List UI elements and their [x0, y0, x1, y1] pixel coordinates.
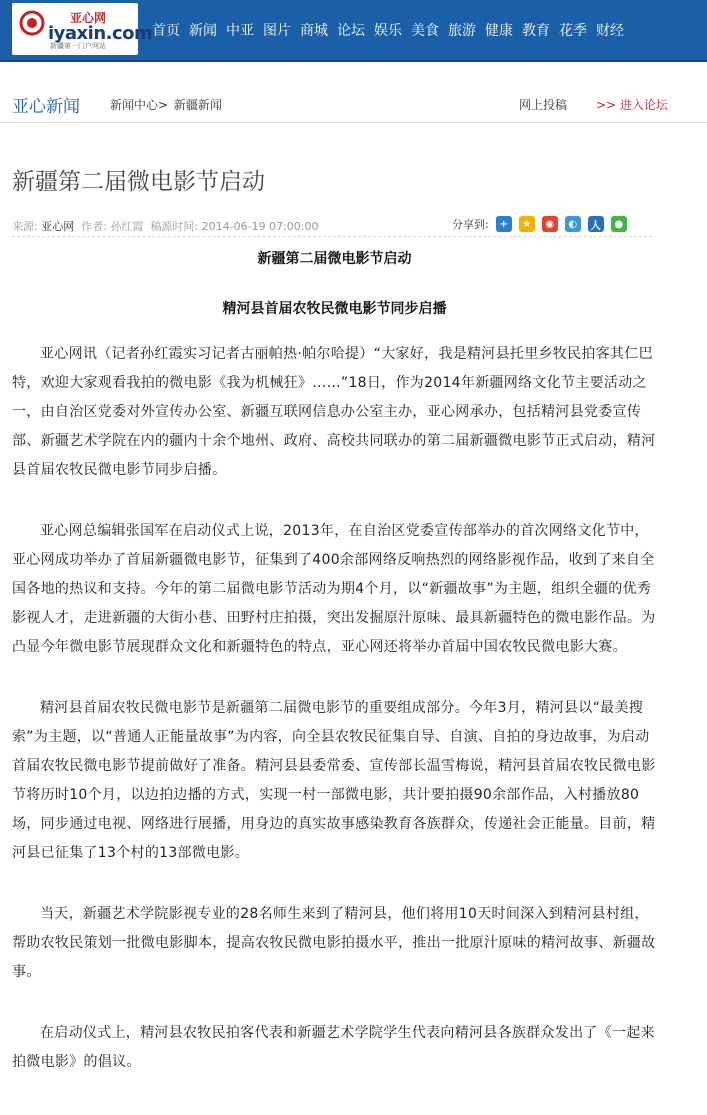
main-nav: [152, 0, 633, 60]
nav-item-youth[interactable]: 花季: [559, 23, 587, 39]
tencent-weibo-icon[interactable]: ◐: [565, 216, 581, 232]
share-bar: [452, 216, 627, 232]
nav-item-forum[interactable]: 论坛: [337, 23, 365, 39]
logo-swirl-icon: [18, 9, 46, 37]
author-label: 作者:: [81, 220, 107, 233]
article-body: [12, 248, 657, 1077]
wechat-icon[interactable]: ●: [611, 216, 627, 232]
nav-item-news[interactable]: 新闻: [189, 23, 217, 39]
article-subheadline: 精河县首届农牧民微电影节同步启播: [222, 301, 447, 317]
article-paragraph: 亚心网讯（记者孙红霞实习记者古丽帕热·帕尔哈提）“大家好，我是精河县托里乡牧民拍客其仁巴特，欢迎大家观看我拍的微电影《我为机械狂》……”18日，作为2014年新疆网络文化节主要活动之一，由自治区党委对外宣传办公室、新疆互联网信息办公室主办，亚心网承办，包括精河县党委宣传部、新疆艺术学院在内的疆内十余个地州、政府、高校共同联办的第二届新疆微电影节正式启动，精河县首届农牧民微电影节同步启播。: [12, 346, 656, 478]
meta-divider: [12, 236, 652, 237]
article-headline: 新疆第二届微电影节启动: [257, 251, 412, 267]
weibo-icon[interactable]: ◉: [542, 216, 558, 232]
article-paragraph: 当天，新疆艺术学院影视专业的28名师生来到了精河县，他们将用10天时间深入到精河县村组，帮助农牧民策划一批微电影脚本，提高农牧民微电影拍摄水平，推出一批原汁原味的精河故事、新疆故事。: [12, 906, 656, 980]
enter-forum-link[interactable]: >> 进入论坛: [596, 98, 668, 112]
source-label: 来源:: [12, 220, 38, 233]
breadcrumb-news-center[interactable]: 新闻中心>: [110, 98, 169, 112]
nav-item-central-asia[interactable]: 中亚: [226, 23, 254, 39]
logo-tagline: 新疆第一门户网站: [50, 42, 106, 50]
submit-article-link[interactable]: 网上投稿: [519, 98, 568, 112]
renren-icon[interactable]: 人: [588, 216, 604, 232]
article-paragraph: 在启动仪式上，精河县农牧民拍客代表和新疆艺术学院学生代表向精河县各族群众发出了《一起来拍微电影》的倡议。: [12, 1025, 655, 1070]
subheader-divider: [0, 122, 707, 123]
nav-item-pictures[interactable]: 图片: [263, 23, 291, 39]
nav-item-mall[interactable]: 商城: [300, 23, 328, 39]
nav-item-travel[interactable]: 旅游: [448, 23, 476, 39]
nav-item-food[interactable]: 美食: [411, 23, 439, 39]
share-label: 分享到:: [452, 218, 489, 231]
article-paragraph: 亚心网总编辑张国军在启动仪式上说，2013年，在自治区党委宣传部举办的首次网络文化节中，亚心网成功举办了首届新疆微电影节，征集到了400余部网络反响热烈的网络影视作品，收到了来自全国各地的热议和支持。今年的第二届微电影节活动为期4个月，以“新疆故事”为主题，组织全疆的优秀影视人才，走进新疆的大街小巷、田野村庄拍摄，突出发掘原汁原味、最具新疆特色的微电影作品。为凸显今年微电影节展现群众文化和新疆特色的特点，亚心网还将举办首届中国农牧民微电影大赛。: [12, 523, 656, 655]
top-navigation-bar: [0, 0, 707, 62]
source-value[interactable]: 亚心网: [41, 220, 75, 233]
nav-item-education[interactable]: 教育: [522, 23, 550, 39]
time-label: 稿源时间:: [150, 220, 199, 233]
article-meta: [12, 218, 318, 234]
site-logo[interactable]: [12, 3, 153, 55]
qzone-icon[interactable]: ★: [519, 216, 535, 232]
breadcrumb-xinjiang-news[interactable]: 新疆新闻: [173, 98, 222, 112]
article-paragraph: 精河县首届农牧民微电影节是新疆第二届微电影节的重要组成部分。今年3月，精河县以“最美搜索”为主题，以“普通人正能量故事”为内容，向全县农牧民征集自导、自演、自拍的身边故事，为启动首届农牧民微电影节提前做好了准备。精河县县委常委、宣传部长温雪梅说，精河县首届农牧民微电影节将历时10个月，以边拍边播的方式，实现一村一部微电影，共计要拍摄90余部作品，入村播放80场，同步通过电视、网络进行展播，用身边的真实故事感染教育各族群众，传递社会正能量。目前，精河县已征集了13个村的13部微电影。: [12, 700, 656, 861]
logo-cn-text: 亚心网: [70, 11, 107, 25]
nav-item-health[interactable]: 健康: [485, 23, 513, 39]
section-brand[interactable]: 亚心新闻: [12, 97, 80, 117]
nav-item-home[interactable]: 首页: [152, 23, 180, 39]
logo-en-text: iyaxin.com: [48, 23, 153, 44]
nav-item-finance[interactable]: 财经: [596, 23, 624, 39]
author-value: 孙红霞: [110, 220, 144, 233]
page-title: 新疆第二届微电影节启动: [12, 169, 265, 195]
sub-header: [0, 84, 707, 124]
plus-icon[interactable]: +: [496, 216, 512, 232]
time-value: 2014-06-19 07:00:00: [201, 220, 319, 233]
nav-item-entertainment[interactable]: 娱乐: [374, 23, 402, 39]
breadcrumb: [110, 96, 224, 113]
